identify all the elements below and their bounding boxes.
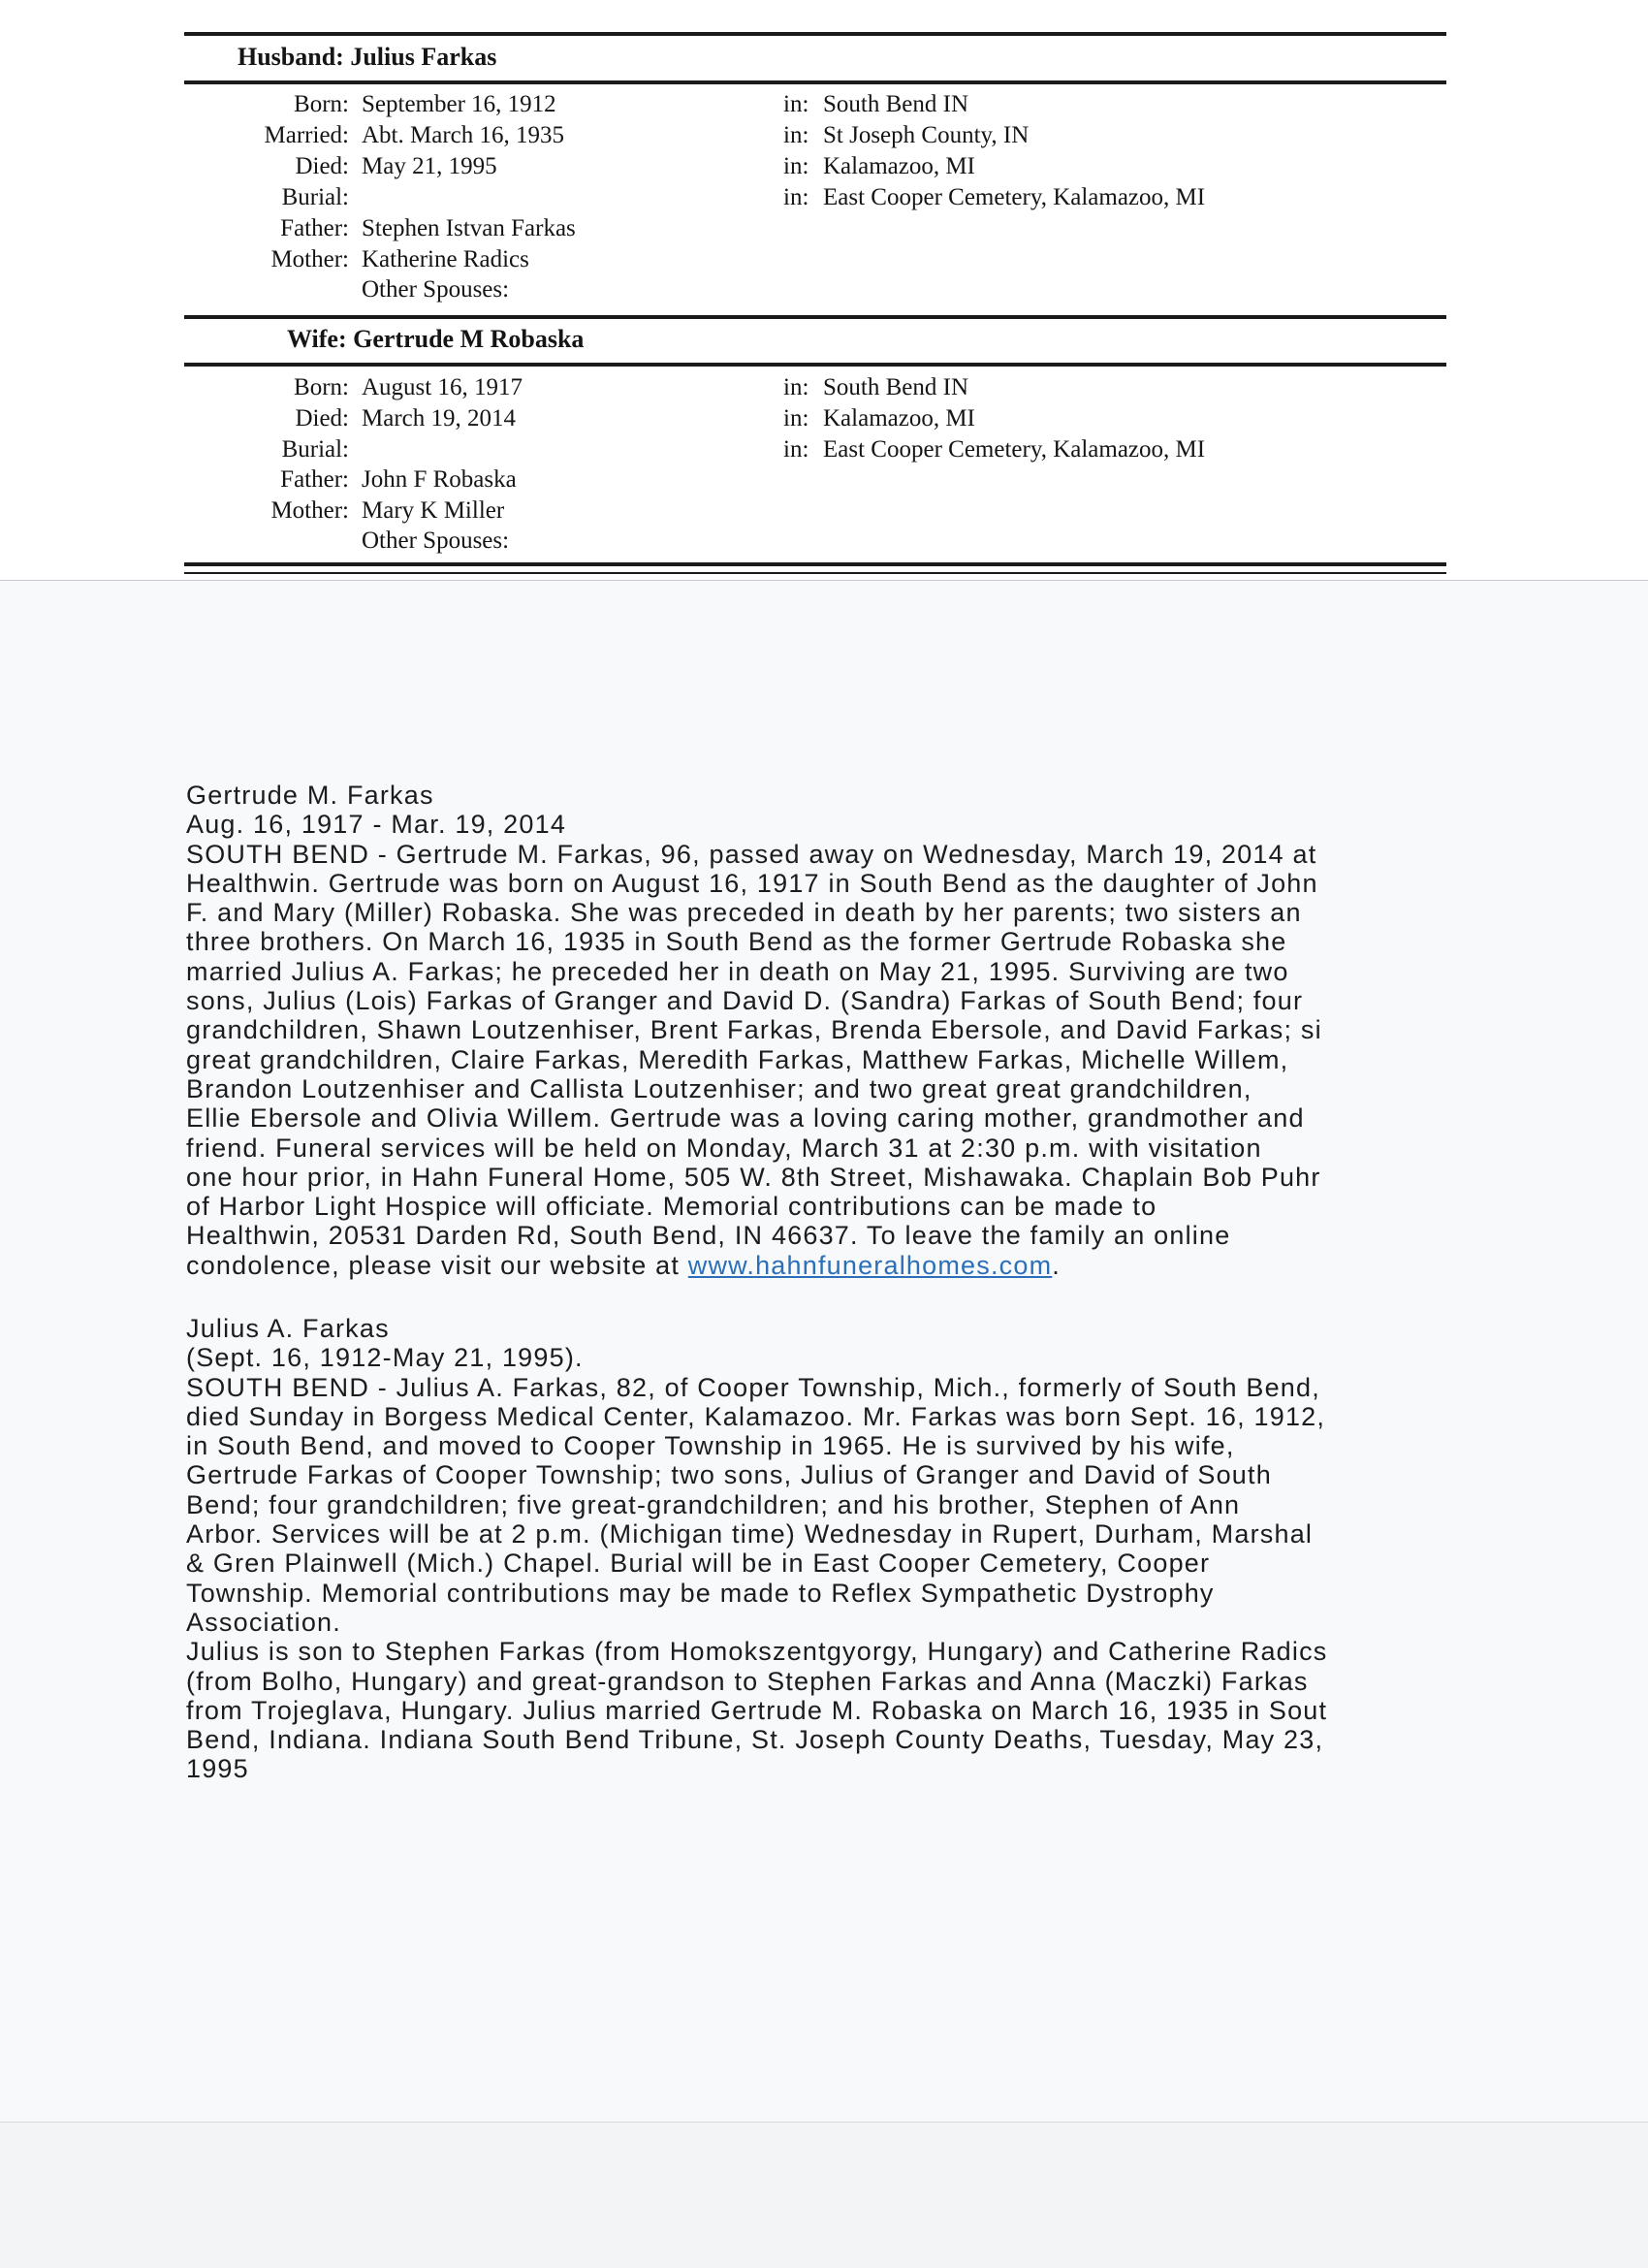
husband-born-in: in: [783, 91, 809, 117]
husband-other-spouses-label: Other Spouses: [362, 276, 510, 303]
divider [184, 572, 1446, 574]
obituary-line: 1995 [186, 1754, 249, 1784]
obituary-line: SOUTH BEND - Gertrude M. Farkas, 96, passed away on Wednesday, March 19, 2014 at [186, 839, 1317, 869]
wife-burial-place: East Cooper Cemetery, Kalamazoo, MI [823, 436, 1206, 463]
wife-mother-value: Mary K Miller [362, 497, 505, 524]
husband-father-label: Father: [280, 215, 349, 241]
divider [184, 562, 1446, 566]
obituary-line: Julius is son to Stephen Farkas (from Homokszentgyorgy, Hungary) and Catherine Radics [186, 1637, 1328, 1667]
obituary-line: died Sunday in Borgess Medical Center, Kalamazoo. Mr. Farkas was born Sept. 16, 1912, [186, 1401, 1326, 1431]
wife-born-in: in: [783, 374, 809, 400]
obituary-line: & Gren Plainwell (Mich.) Chapel. Burial will be in East Cooper Cemetery, Cooper [186, 1549, 1211, 1579]
obituary-line: Bend; four grandchildren; five great-grandchildren; and his brother, Stephen of Ann [186, 1489, 1241, 1519]
obituary-line: great grandchildren, Claire Farkas, Meredith Farkas, Matthew Farkas, Michelle Willem, [186, 1044, 1289, 1074]
divider [184, 363, 1446, 367]
obituary-line: Bend, Indiana. Indiana South Bend Tribune, St. Joseph County Deaths, Tuesday, May 23, [186, 1725, 1324, 1755]
obituary-line: one hour prior, in Hahn Funeral Home, 505 W. 8th Street, Mishawaka. Chaplain Bob Puhr [186, 1162, 1321, 1192]
husband-burial-place: East Cooper Cemetery, Kalamazoo, MI [823, 184, 1206, 210]
husband-born-place: South Bend IN [823, 91, 968, 117]
wife-died-value: March 19, 2014 [362, 405, 516, 431]
husband-mother-value: Katherine Radics [362, 246, 529, 272]
obituary-line-end: . [1052, 1250, 1061, 1280]
obituary-line: from Trojeglava, Hungary. Julius married Gertrude M. Robaska on March 16, 1935 in Sout [186, 1695, 1328, 1725]
obituary-line: friend. Funeral services will be held on Monday, March 31 at 2:30 p.m. with visitation [186, 1133, 1262, 1163]
husband-married-label: Married: [264, 122, 349, 148]
husband-born-value: September 16, 1912 [362, 91, 556, 117]
husband-married-in: in: [783, 122, 809, 148]
obituary-line: three brothers. On March 16, 1935 in South Bend as the former Gertrude Robaska she [186, 927, 1287, 957]
obituary-dates: (Sept. 16, 1912-May 21, 1995). [186, 1343, 584, 1373]
obituary-line: Gertrude Farkas of Cooper Township; two sons, Julius of Granger and David of South [186, 1460, 1272, 1490]
wife-heading: Wife: Gertrude M Robaska [287, 325, 585, 353]
obituary-line: F. and Mary (Miller) Robaska. She was preceded in death by her parents; two sisters an [186, 898, 1302, 928]
wife-mother-label: Mother: [270, 497, 349, 524]
scan-bottom-margin [0, 2122, 1648, 2268]
wife-born-value: August 16, 1917 [362, 374, 523, 400]
wife-burial-in: in: [783, 436, 809, 463]
obituary-line: sons, Julius (Lois) Farkas of Granger and David D. (Sandra) Farkas of South Bend; four [186, 986, 1304, 1016]
obituary-dates: Aug. 16, 1917 - Mar. 19, 2014 [186, 810, 567, 840]
husband-father-value: Stephen Istvan Farkas [362, 215, 576, 241]
wife-born-label: Born: [294, 374, 349, 400]
obituary-line: married Julius A. Farkas; he preceded her in death on May 21, 1995. Surviving are two [186, 956, 1289, 986]
family-group-sheet [0, 0, 1648, 580]
obituary-line: Arbor. Services will be at 2 p.m. (Michigan time) Wednesday in Rupert, Durham, Marshal [186, 1519, 1314, 1549]
obituary-gertrude [186, 781, 1621, 1280]
husband-burial-in: in: [783, 184, 809, 210]
obituary-line: SOUTH BEND - Julius A. Farkas, 82, of Cooper Township, Mich., formerly of South Bend, [186, 1372, 1320, 1402]
husband-died-in: in: [783, 153, 809, 179]
husband-married-value: Abt. March 16, 1935 [362, 122, 564, 148]
obituary-line: grandchildren, Shawn Loutzenhiser, Brent Farkas, Brenda Ebersole, and David Farkas; si [186, 1015, 1322, 1045]
wife-died-place: Kalamazoo, MI [823, 405, 975, 431]
obituary-line: Township. Memorial contributions may be made to Reflex Sympathetic Dystrophy [186, 1578, 1215, 1608]
obituary-julius [186, 1314, 1621, 1784]
wife-born-place: South Bend IN [823, 374, 968, 400]
obituary-line: (from Bolho, Hungary) and great-grandson to Stephen Farkas and Anna (Maczki) Farkas [186, 1666, 1309, 1696]
husband-born-label: Born: [294, 91, 349, 117]
husband-died-label: Died: [295, 153, 349, 179]
obituary-line: Brandon Loutzenhiser and Callista Loutzenhiser; and two great great grandchildren, [186, 1073, 1252, 1103]
obituary-line: Ellie Ebersole and Olivia Willem. Gertrude was a loving caring mother, grandmother and [186, 1103, 1305, 1134]
wife-burial-label: Burial: [281, 436, 349, 463]
funeral-home-link[interactable]: www.hahnfuneralhomes.com [687, 1250, 1053, 1280]
obituary-name: Gertrude M. Farkas [186, 781, 434, 810]
husband-burial-label: Burial: [281, 184, 349, 210]
wife-other-spouses-label: Other Spouses: [362, 527, 510, 554]
divider [184, 315, 1446, 319]
obituary-name: Julius A. Farkas [186, 1314, 390, 1343]
obituary-line: Healthwin, 20531 Darden Rd, South Bend, IN 46637. To leave the family an online [186, 1221, 1231, 1251]
husband-died-place: Kalamazoo, MI [823, 153, 975, 179]
husband-heading: Husband: Julius Farkas [238, 43, 497, 71]
wife-died-in: in: [783, 405, 809, 431]
obituary-line: of Harbor Light Hospice will officiate. Memorial contributions can be made to [186, 1192, 1157, 1222]
husband-married-place: St Joseph County, IN [823, 122, 1030, 148]
divider [184, 32, 1446, 36]
obituary-line: Association. [186, 1607, 341, 1637]
obituary-line: in South Bend, and moved to Cooper Township in 1965. He is survived by his wife, [186, 1431, 1235, 1461]
wife-died-label: Died: [295, 405, 349, 431]
husband-mother-label: Mother: [270, 246, 349, 272]
husband-died-value: May 21, 1995 [362, 153, 497, 179]
obituary-sheet [0, 580, 1648, 2123]
obituary-last-line [186, 1251, 1621, 1280]
wife-father-label: Father: [280, 466, 349, 493]
divider [184, 80, 1446, 84]
obituary-line-text: condolence, please visit our website at [186, 1250, 688, 1280]
wife-father-value: John F Robaska [362, 466, 517, 493]
obituary-line: Healthwin. Gertrude was born on August 16, 1917 in South Bend as the daughter of John [186, 868, 1318, 898]
